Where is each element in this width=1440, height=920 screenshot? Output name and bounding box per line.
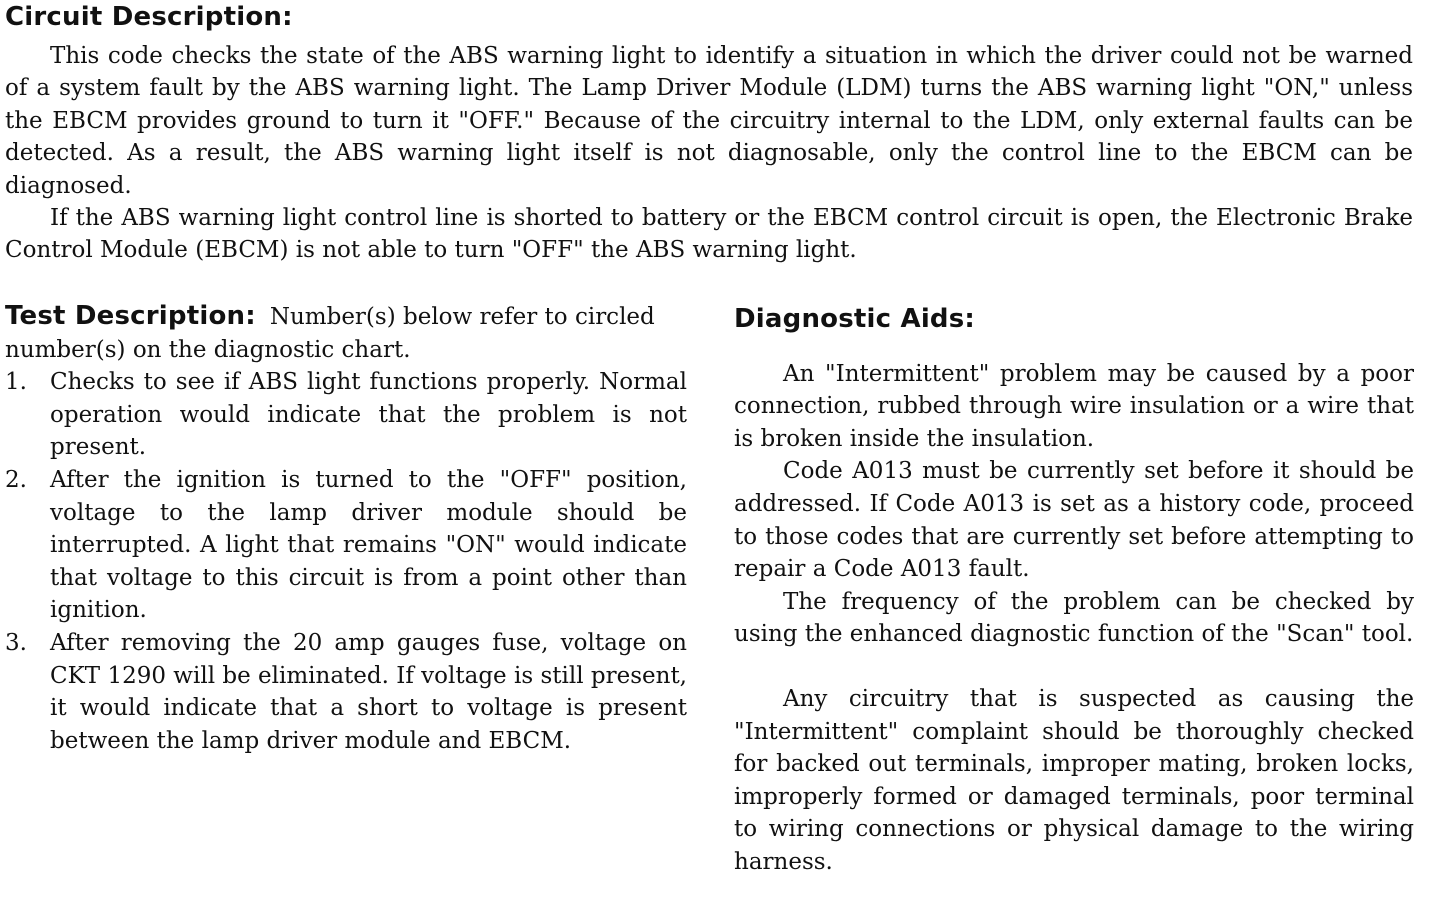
test-description-section <box>5 300 687 757</box>
test-description-header <box>5 300 687 334</box>
circuit-paragraph: If the ABS warning light control line is shorted to battery or the EBCM control circuit is open, the Electronic Brake Control Module (EBCM) is not able to turn "OFF" the ABS warning light. <box>5 205 1413 264</box>
step-number: 1. <box>5 369 27 396</box>
diagnostic-aids-heading: Diagnostic Aids: <box>734 304 976 334</box>
test-description-intro: Number(s) below refer to circled <box>269 304 655 330</box>
step-number: 2. <box>5 466 27 493</box>
step-text: After removing the 20 amp gauges fuse, voltage on CKT 1290 will be eliminated. If voltage is still present, it would indicate that a short to voltage is present between the lamp driver module and EBCM. <box>50 629 687 754</box>
step-text: Checks to see if ABS light functions properly. Normal operation would indicate that the problem is not present. <box>50 369 687 461</box>
circuit-paragraph: This code checks the state of the ABS warning light to identify a situation in which the driver could not be warned of a system fault by the ABS warning light. The Lamp Driver Module (LDM) turns the ABS warning light "ON," unless the EBCM provides ground to turn it "OFF." Because of the circuitry internal to the LDM, only external faults can be detected. As a result, the ABS warning light itself is not diagnosable, only the control line to the EBCM can be diagnosed. <box>5 43 1413 199</box>
test-step <box>5 366 687 464</box>
step-number: 3. <box>5 629 27 656</box>
test-step <box>5 464 687 627</box>
circuit-description-heading: Circuit Description: <box>5 2 293 32</box>
aids-paragraph: Code A013 must be currently set before it should be addressed. If Code A013 is set as a history code, proceed to those codes that are currently set before attempting to repair a Code A013 fault. <box>734 458 1414 583</box>
step-text: After the ignition is turned to the "OFF" position, voltage to the lamp driver module should be interrupted. A light that remains "ON" would indicate that voltage to this circuit is from a point other than ignition. <box>50 466 687 624</box>
test-description-intro-continued: number(s) on the diagnostic chart. <box>5 336 411 363</box>
aids-paragraph: An "Intermittent" problem may be caused by a poor connection, rubbed through wire insulation or a wire that is broken inside the insulation. <box>734 360 1414 452</box>
test-step <box>5 627 687 757</box>
diagnostic-aids-section <box>734 303 1414 879</box>
aids-paragraph: Any circuitry that is suspected as causing the "Intermittent" complaint should be thoroughly checked for backed out terminals, improper mating, broken locks, improperly formed or damaged terminals, poor terminal to wiring connections or physical damage to the wiring harness. <box>734 685 1414 875</box>
aids-paragraph: The frequency of the problem can be checked by using the enhanced diagnostic function of the "Scan" tool. <box>734 588 1414 648</box>
test-steps-list <box>5 366 687 757</box>
circuit-description-body <box>5 40 1413 267</box>
test-description-heading: Test Description: <box>5 301 256 331</box>
